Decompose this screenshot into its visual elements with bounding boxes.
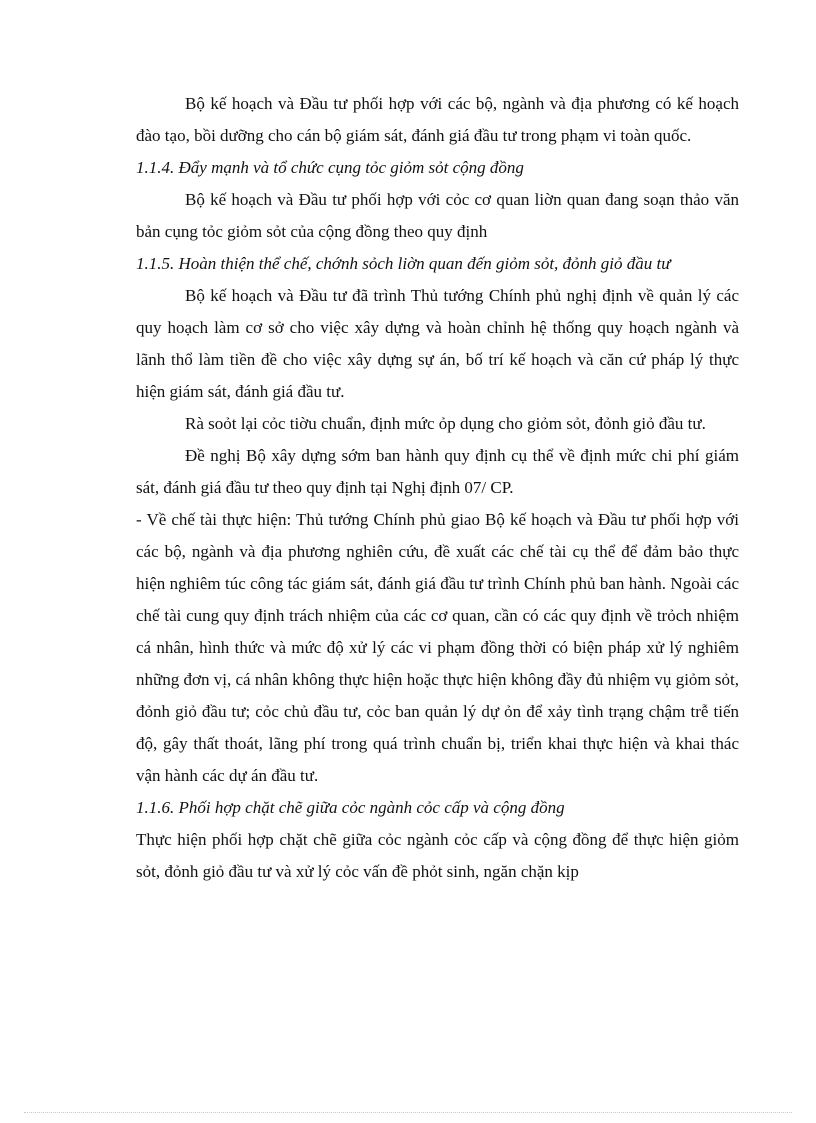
paragraph-community-monitoring: Bộ kế hoạch và Đầu tư phối hợp với cỏc cơ quan liờn quan đang soạn thảo văn bản cụng tỏc giỏm sỏt của cộng đồng theo quy định (136, 190, 739, 241)
heading-1-1-4: 1.1.4. Đẩy mạnh và tổ chức cụng tỏc giỏm sỏt cộng đồng (136, 158, 524, 177)
paragraph-planning-decree: Bộ kế hoạch và Đầu tư đã trình Thủ tướng Chính phủ nghị định về quản lý các quy hoạch làm cơ sở cho việc xây dựng và hoàn chỉnh hệ thống quy hoạch ngành và lãnh thổ làm tiền đề cho việc xây dựng sự án, bố trí kế hoạch và căn cứ pháp lý thực hiện giám sát, đánh giá đầu tư. (136, 286, 739, 401)
paragraph-sanctions: - Về chế tài thực hiện: Thủ tướng Chính phủ giao Bộ kế hoạch và Đầu tư phối hợp với các bộ, ngành và địa phương nghiên cứu, đề xuất các chế tài cụ thể để đảm bảo thực hiện nghiêm túc công tác giám sát, đánh giá đầu tư trình Chính phủ ban hành. Ngoài các chế tài cung quy định trách nhiệm của các cơ quan, cần có các quy định về trỏch nhiệm cá nhân, hình thức và mức độ xử lý các vi phạm đồng thời có biện pháp xử lý nghiêm những đơn vị, cá nhân không thực hiện hoặc thực hiện không đầy đủ nhiệm vụ giỏm sỏt, đỏnh giỏ đầu tư; cỏc chủ đầu tư, cỏc ban quản lý dự ỏn để xảy tình trạng chậm trễ tiến độ, gây thất thoát, lãng phí trong quá trình chuẩn bị, triển khai thực hiện và khai thác vận hành các dự án đầu tư. (136, 510, 739, 785)
document-page (136, 88, 739, 888)
paragraph-coordination: Thực hiện phối hợp chặt chẽ giữa cỏc ngành cỏc cấp và cộng đồng để thực hiện giỏm sỏt, đỏnh giỏ đầu tư và xử lý cỏc vấn đề phỏt sinh, ngăn chặn kịp (136, 830, 739, 881)
heading-1-1-6: 1.1.6. Phối hợp chặt chẽ giữa cỏc ngành cỏc cấp và cộng đồng (136, 798, 565, 817)
heading-1-1-5: 1.1.5. Hoàn thiện thể chế, chớnh sỏch liờn quan đến giỏm sỏt, đỏnh giỏ đầu tư (136, 254, 671, 273)
paragraph-cost-norms: Đề nghị Bộ xây dựng sớm ban hành quy định cụ thể về định mức chi phí giám sát, đánh giá đầu tư theo quy định tại Nghị định 07/ CP. (136, 446, 739, 497)
paragraph-review-standards: Rà soỏt lại cỏc tiờu chuẩn, định mức ỏp dụng cho giỏm sỏt, đỏnh giỏ đầu tư. (185, 414, 706, 433)
paragraph-training: Bộ kế hoạch và Đầu tư phối hợp với các bộ, ngành và địa phương có kế hoạch đào tạo, bồi dưỡng cho cán bộ giám sát, đánh giá đầu tư trong phạm vi toàn quốc. (136, 94, 739, 145)
page-bottom-divider (24, 1112, 792, 1113)
